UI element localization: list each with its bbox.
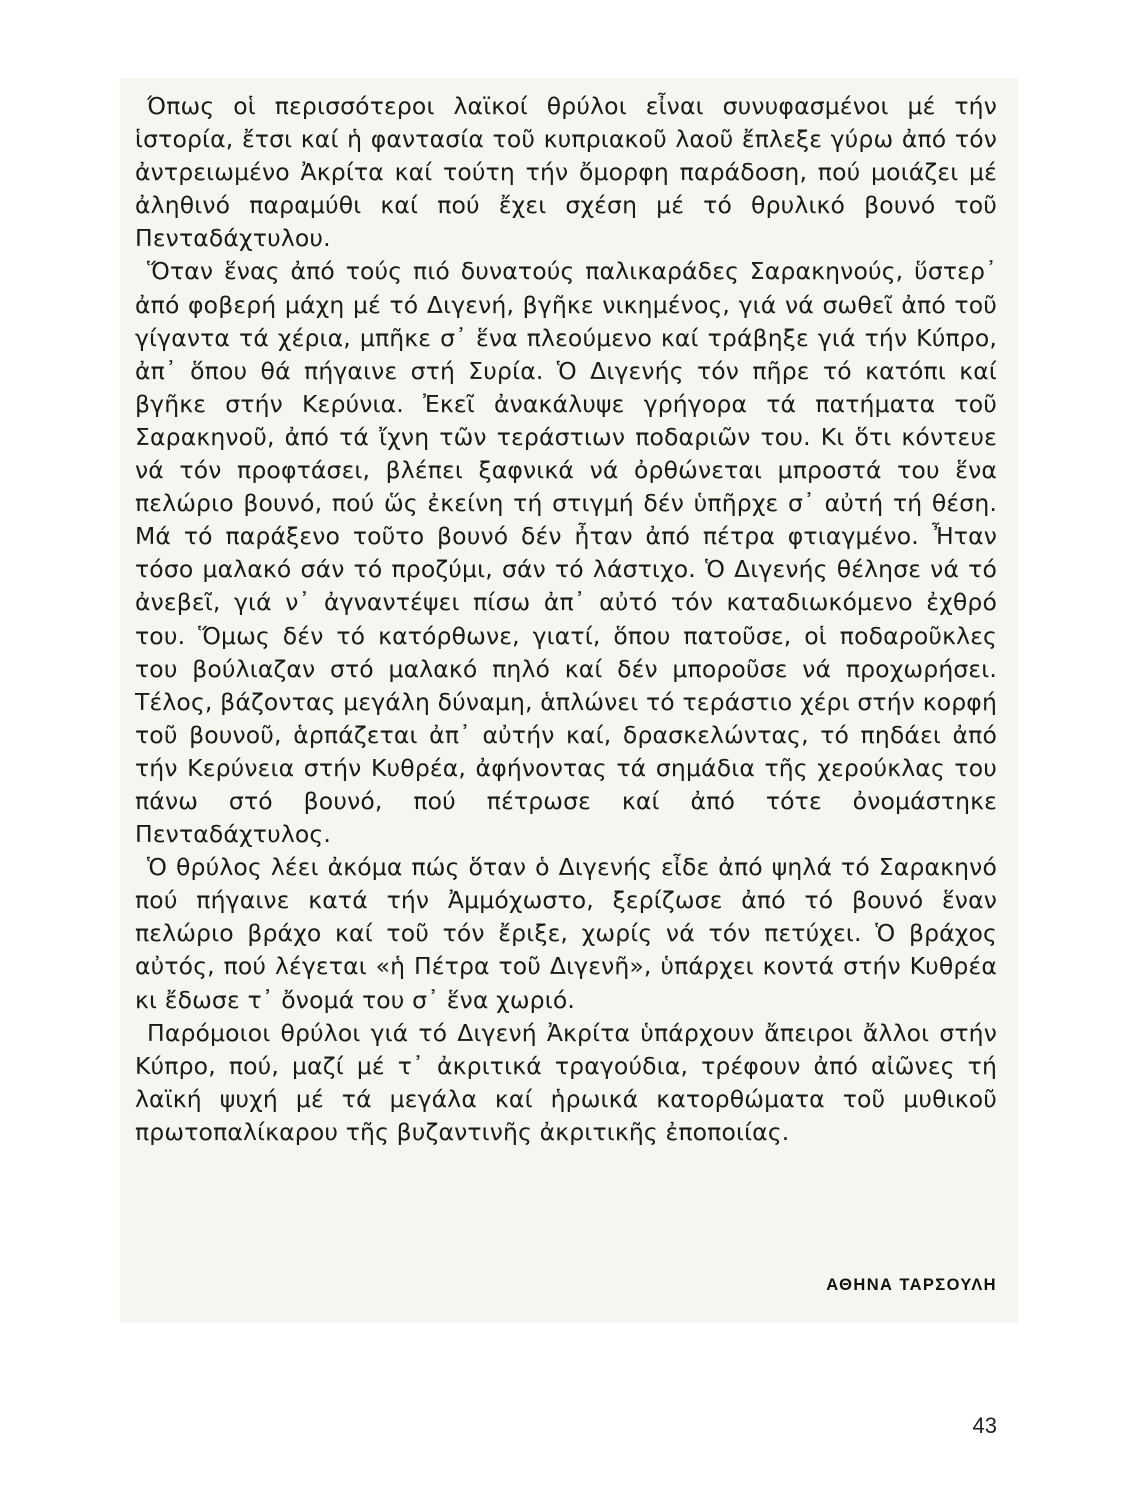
paragraph-conclusion: Παρόμοιοι θρύλοι γιά τό Διγενή Ἀκρίτα ὑπάρχουν ἄπειροι ἄλλοι στήν Κύπρο, πού, μαζί μέ τ᾽ ἀκριτικά τραγούδια, τρέφουν ἀπό αἰῶνες τή λαϊκή ψυχή μέ τά μεγάλα καί ἡρωικά κατορθώματα τοῦ μυθικοῦ πρωτοπαλίκαρου τῆς βυζαντινῆς ἀκριτικῆς ἐποποιίας. xyxy=(135,1018,997,1146)
paragraph-intro: Όπως οἱ περισσότεροι λαϊκοί θρύλοι εἶναι συνυφασμένοι μέ τήν ἱστορία, ἔτσι καί ἡ φαντασία τοῦ κυπριακοῦ λαοῦ ἔπλεξε γύρω ἀπό τόν ἀντρειωμένο Ἀκρίτα καί τούτη τήν ὄμορφη παράδοση, πού μοιάζει μέ ἀληθινό παραμύθι καί πού ἔχει σχέση μέ τό θρυλικό βουνό τοῦ Πενταδάχτυλου. xyxy=(135,92,997,253)
paragraph-legend-pentadaktylos: Ὅταν ἕνας ἀπό τούς πιό δυνατούς παλικαράδες Σαρακηνούς, ὕστερ᾽ ἀπό φοβερή μάχη μέ τό Διγενή, βγῆκε νικημένος, γιά νά σωθεῖ ἀπό τοῦ γίγαντα τά χέρια, μπῆκε σ᾽ ἕνα πλεούμενο καί τράβηξε γιά τήν Κύπρο, ἀπ᾽ ὅπου θά πήγαινε στή Συρία. Ὁ Διγενής τόν πῆρε τό κατόπι καί βγῆκε στήν Κερύνια. Ἐκεῖ ἀνακάλυψε γρήγορα τά πατήματα τοῦ Σαρακηνοῦ, ἀπό τά ἴχνη τῶν τεράστιων ποδαριῶν του. Κι ὅτι κόντευε νά τόν προφτάσει, βλέπει ξαφνικά νά ὀρθώνεται μπροστά του ἕνα πελώριο βουνό, πού ὥς ἐκείνη τή στιγμή δέν ὑπῆρχε σ᾽ αὐτή τή θέση. Μά τό παράξενο τοῦτο βουνό δέν ἦταν ἀπό πέτρα φτιαγμένο. Ἦταν τόσο μαλακό σάν τό προζύμι, σάν τό λάστιχο. Ὁ Διγενής θέλησε νά τό ἀνεβεῖ, γιά ν᾽ ἀγναντέψει πίσω ἀπ᾽ αὐτό τόν καταδιωκόμενο ἐχθρό του. Ὅμως δέν τό κατόρθωνε, γιατί, ὅπου πατοῦσε, οἱ ποδαροῦκλες του βούλιαζαν στό μαλακό πηλό καί δέν μποροῦσε νά προχωρήσει. Τέλος, βάζοντας μεγάλη δύναμη, ἁπλώνει τό τεράστιο χέρι στήν κορφή τοῦ βουνοῦ, ἁρπάζεται ἀπ᾽ αὐτήν καί, δρασκελώντας, τό πηδάει ἀπό τήν Κερύνεια στήν Κυθρέα, ἀφήνοντας τά σημάδια τῆς χερούκλας του πάνω στό βουνό, πού πέτρωσε καί ἀπό τότε ὀνομάστηκε Πενταδάχτυλος. xyxy=(135,257,997,849)
paragraph-petra-digeni: Ὁ θρύλος λέει ἀκόμα πώς ὅταν ὁ Διγενής εἶδε ἀπό ψηλά τό Σαρακηνό πού πήγαινε κατά τήν Ἀμμόχωστο, ξερίζωσε ἀπό τό βουνό ἕναν πελώριο βράχο καί τοῦ τόν ἔριξε, χωρίς νά τόν πετύχει. Ὁ βράχος αὐτός, πού λέγεται «ἡ Πέτρα τοῦ Διγενῆ», ὑπάρχει κοντά στήν Κυθρέα κι ἔδωσε τ᾽ ὄνομά του σ᾽ ἕνα χωριό. xyxy=(135,853,997,1014)
article-body xyxy=(135,90,997,1149)
page-number: 43 xyxy=(972,1413,997,1438)
author-signature: ΑΘΗΝΑ ΤΑΡΣΟΥΛΗ xyxy=(826,1276,997,1294)
